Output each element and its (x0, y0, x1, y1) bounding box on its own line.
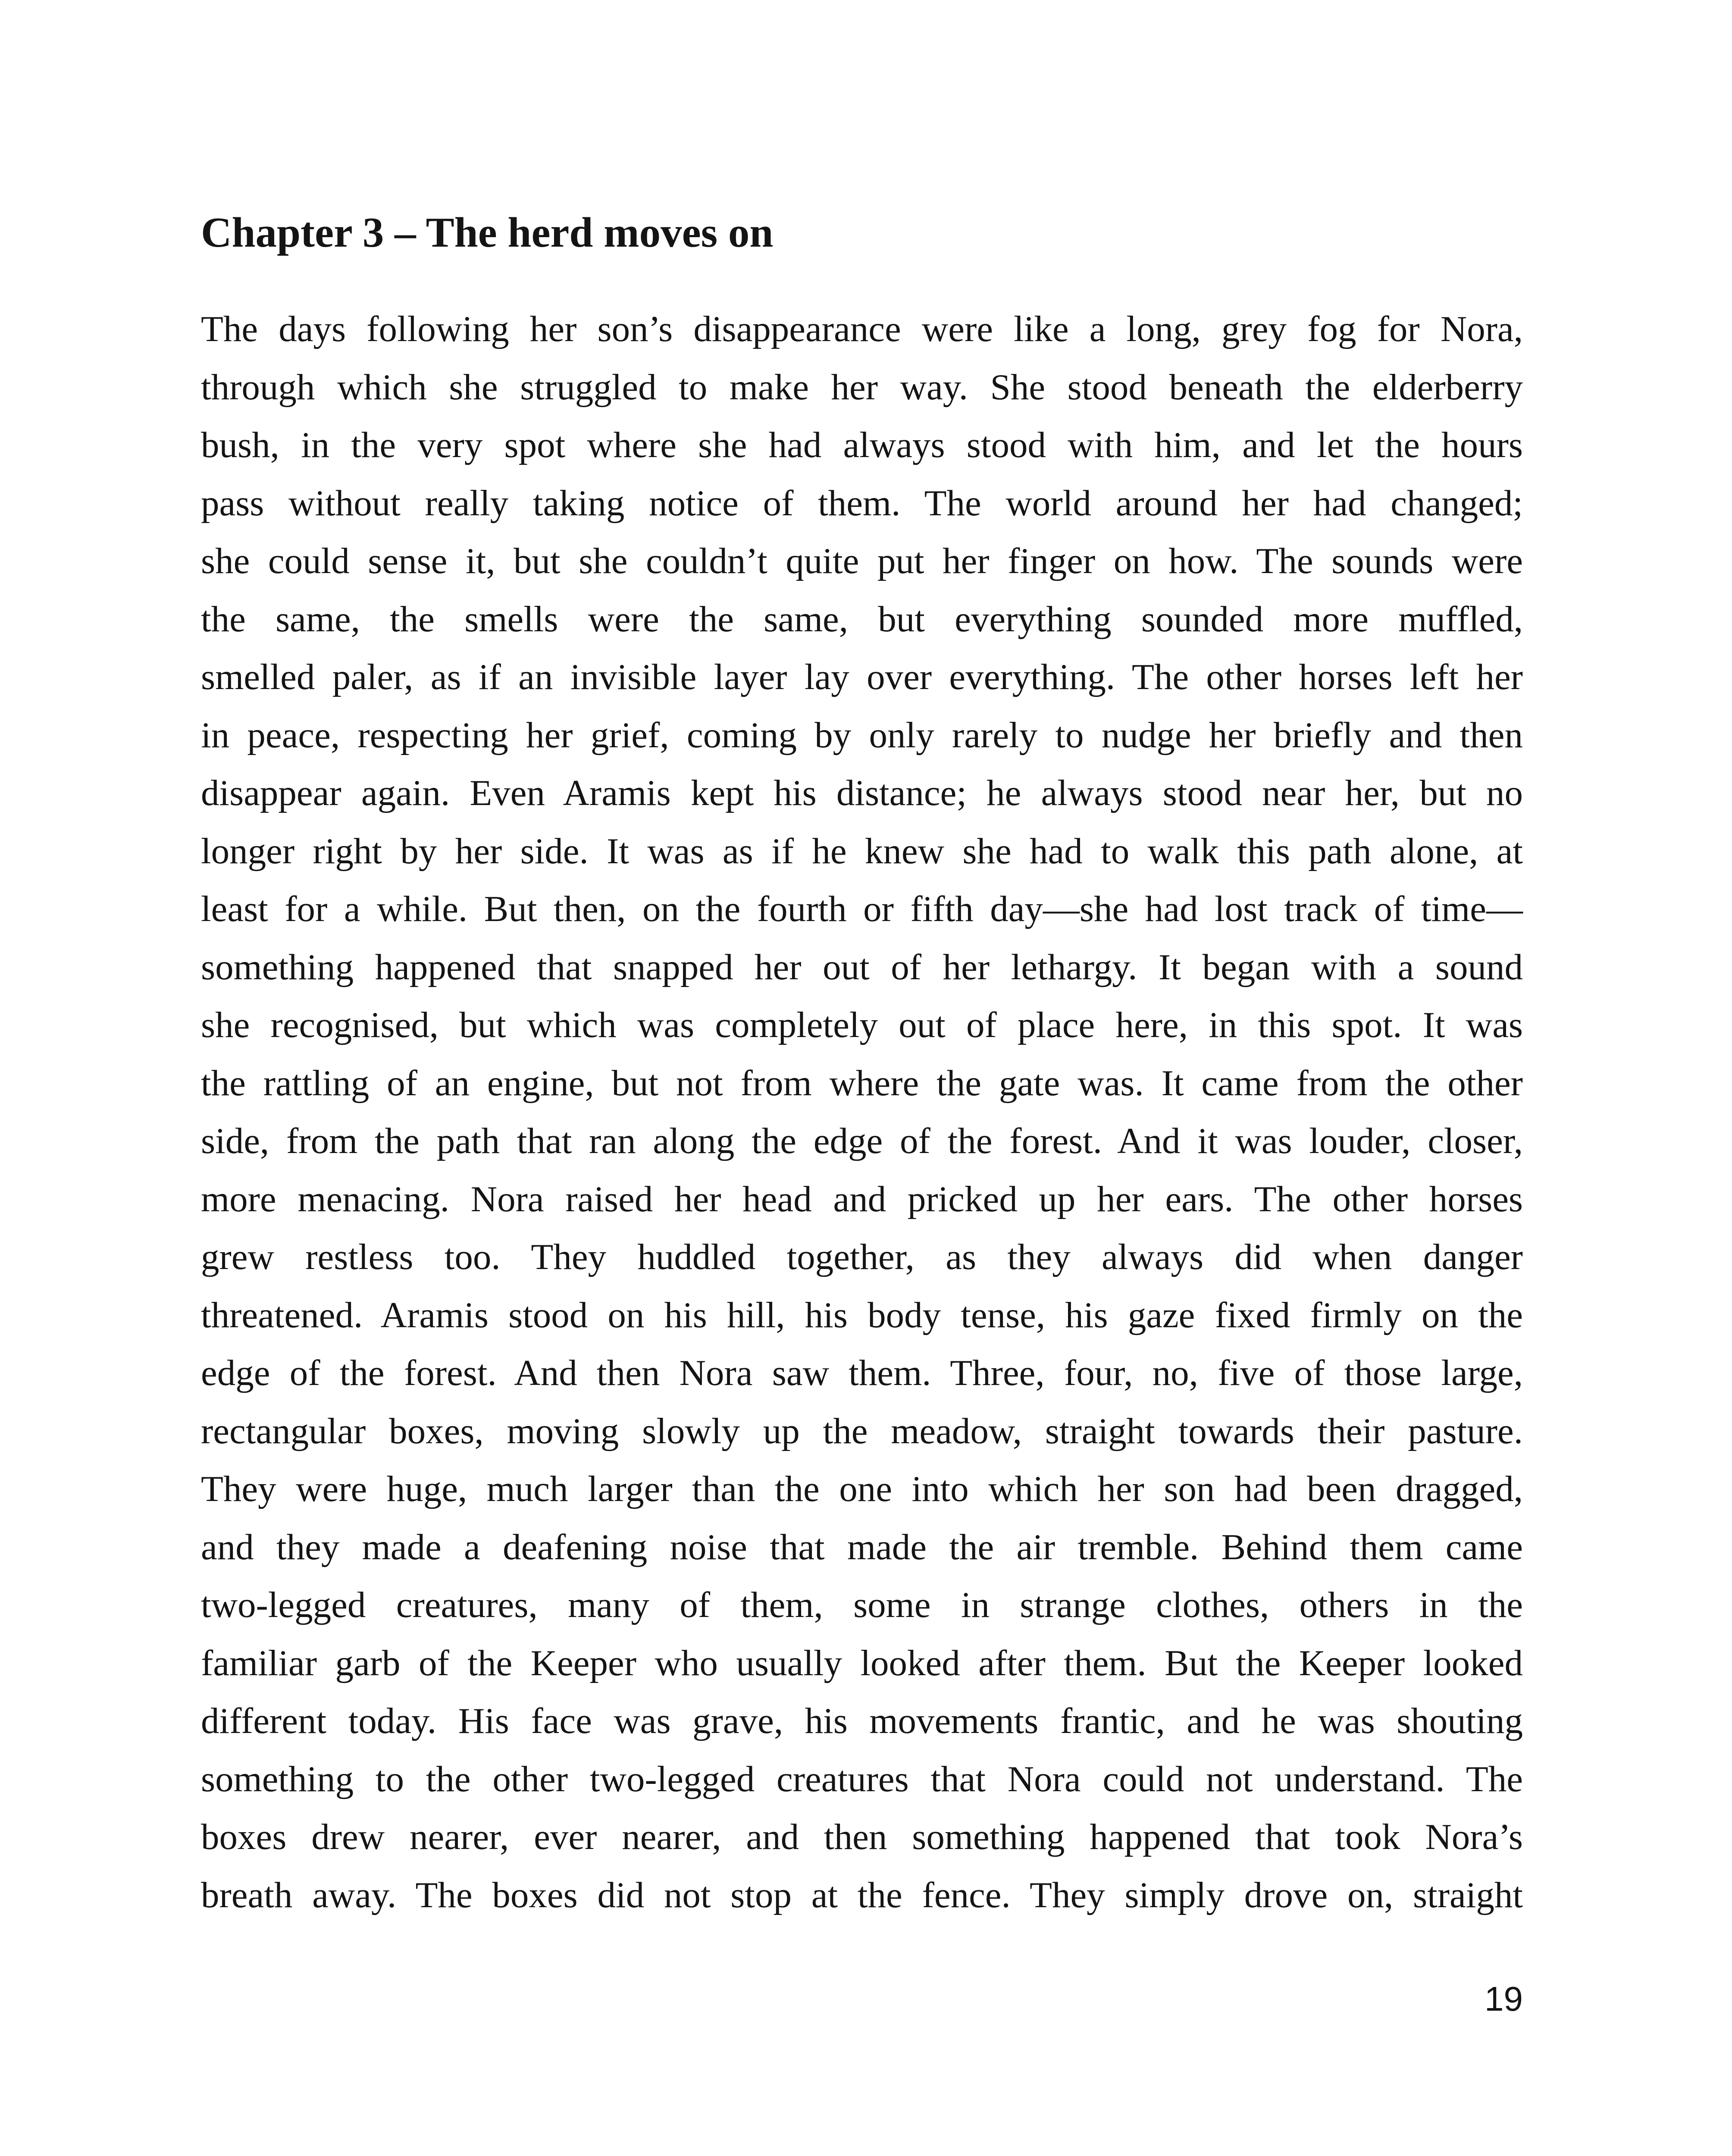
text-line: disappear again. Even Aramis kept his distance; he always stood near her, but no (201, 773, 1523, 813)
text-line: bush, in the very spot where she had always stood with him, and let the hours (201, 425, 1523, 465)
text-line: and they made a deafening noise that made the air tremble. Behind them came (201, 1526, 1523, 1567)
text-line: she recognised, but which was completely out of place here, in this spot. It was (201, 1005, 1523, 1045)
text-line: side, from the path that ran along the edge of the forest. And it was louder, closer, (201, 1121, 1523, 1161)
text-line: pass without really taking notice of them. The world around her had changed; (201, 483, 1523, 523)
text-line: least for a while. But then, on the fourth or fifth day—she had lost track of time— (201, 889, 1523, 929)
text-line: The days following her son’s disappearance were like a long, grey fog for Nora, (201, 309, 1523, 349)
text-line: They were huge, much larger than the one into which her son had been dragged, (201, 1469, 1523, 1509)
text-line: boxes drew nearer, ever nearer, and then something happened that took Nora’s (201, 1817, 1523, 1857)
text-line: breath away. The boxes did not stop at the fence. They simply drove on, straight (201, 1874, 1523, 1915)
text-line: threatened. Aramis stood on his hill, his body tense, his gaze fixed firmly on the (201, 1294, 1523, 1335)
text-line: in peace, respecting her grief, coming by only rarely to nudge her briefly and then (201, 714, 1523, 755)
text-line: more menacing. Nora raised her head and pricked up her ears. The other horses (201, 1178, 1523, 1219)
text-line: longer right by her side. It was as if he knew she had to walk this path alone, at (201, 830, 1523, 871)
body-paragraph (201, 300, 1523, 1924)
text-line: something to the other two-legged creatures that Nora could not understand. The (201, 1758, 1523, 1799)
text-line: familiar garb of the Keeper who usually looked after them. But the Keeper looked (201, 1642, 1523, 1683)
text-line: smelled paler, as if an invisible layer lay over everything. The other horses left her (201, 657, 1523, 697)
text-block (201, 203, 1523, 1924)
text-line: the rattling of an engine, but not from where the gate was. It came from the other (201, 1062, 1523, 1103)
text-line: through which she struggled to make her way. She stood beneath the elderberry (201, 367, 1523, 407)
text-line: rectangular boxes, moving slowly up the meadow, straight towards their pasture. (201, 1410, 1523, 1451)
text-line: edge of the forest. And then Nora saw them. Three, four, no, five of those large, (201, 1353, 1523, 1393)
text-line: different today. His face was grave, his movements frantic, and he was shouting (201, 1701, 1523, 1741)
text-line: she could sense it, but she couldn’t quite put her finger on how. The sounds were (201, 541, 1523, 581)
text-line: grew restless too. They huddled together, as they always did when danger (201, 1237, 1523, 1277)
text-line: two-legged creatures, many of them, some in strange clothes, others in the (201, 1585, 1523, 1625)
chapter-title: Chapter 3 – The herd moves on (201, 209, 774, 256)
text-line: something happened that snapped her out of her lethargy. It began with a sound (201, 946, 1523, 987)
page-number: 19 (1485, 1980, 1523, 2018)
text-line: the same, the smells were the same, but everything sounded more muffled, (201, 599, 1523, 639)
